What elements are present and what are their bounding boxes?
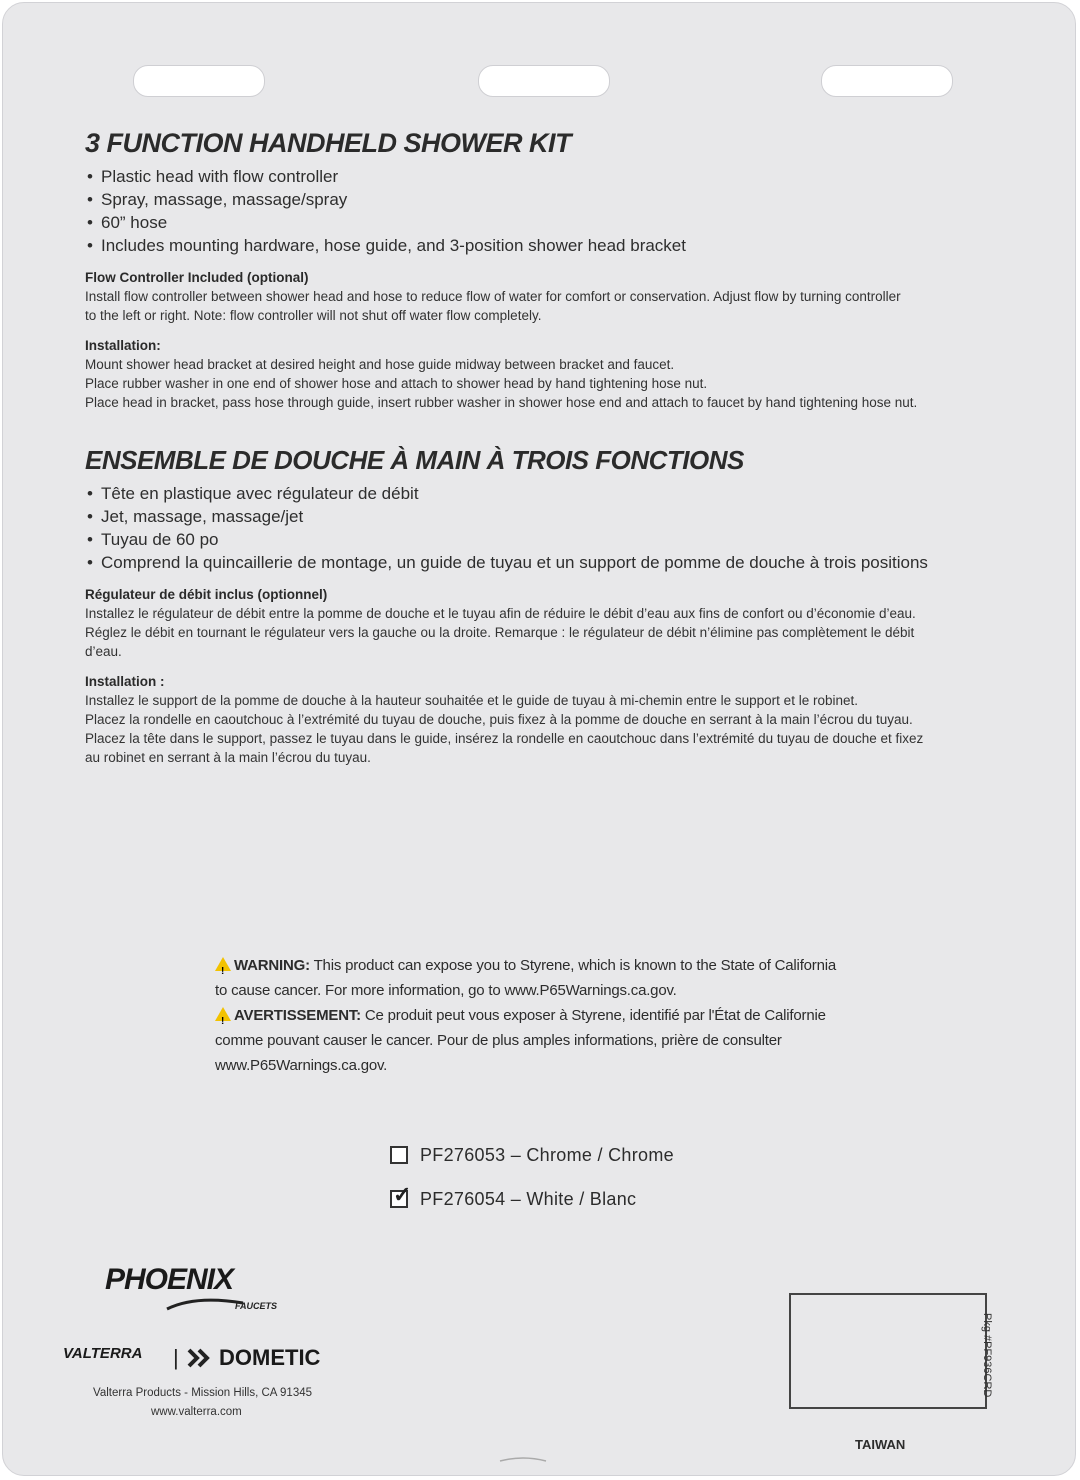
dometic-logo [187,1345,320,1371]
company-address: Valterra Products - Mission Hills, CA 91345 [93,1387,313,1399]
feature-item: • 60” hose [85,211,1005,234]
prop65-warning [215,953,935,1078]
option-label: PF276053 – Chrome / Chrome [420,1144,674,1165]
option-chrome [390,1143,674,1167]
feature-item: • Plastic head with flow controller [85,165,1005,188]
flow-controller-heading: Flow Controller Included (optional) [85,270,309,285]
feature-item: • Comprend la quincaillerie de montage, un guide de tuyau et un support de pomme de douche à trois positions [85,551,1005,574]
flow-controller-text-fr: d’eau. [85,644,122,659]
phoenix-wordmark: PHOENIX [105,1263,234,1296]
warning-triangle-icon [215,1007,231,1021]
feature-item: • Tuyau de 60 po [85,528,1005,551]
country-of-origin: TAIWAN [855,1437,906,1452]
flow-controller-text-fr: Installez le régulateur de débit entre la pomme de douche et le tuyau afin de réduire le débit d’eau aux fins de confort ou d’économie d’eau. [85,606,916,621]
installation-step: Place head in bracket, pass hose through guide, insert rubber washer in shower hose end and attach to faucet by hand tightening hose nut. [85,395,918,410]
installation-step-fr: au robinet en serrant à la main l’écrou du tuyau. [85,750,371,765]
stamp-box [789,1293,987,1409]
avertissement-label: AVERTISSEMENT: [234,1007,361,1024]
bottom-notch-icon [498,1455,548,1465]
instructions [85,125,1005,767]
avertissement-text: Ce produit peut vous exposer à Styrene, identifié par l'État de Californie [360,1007,826,1024]
installation-step-fr: Installez le support de la pomme de douche à la hauteur souhaitée et le guide de tuyau à mi-chemin entre le support et le robinet. [85,693,858,708]
french-features [85,482,1005,574]
feature-item: • Jet, massage, massage/jet [85,505,1005,528]
hang-slot-right [821,65,953,97]
english-section [85,125,1005,412]
flow-controller-text-fr: Réglez le débit en tournant le régulateur vers la gauche ou la droite. Remarque : le régulateur de débit n’élimine pas complètement le débit [85,625,915,640]
package-card [2,2,1076,1476]
english-title: 3 FUNCTION HANDHELD SHOWER KIT [85,128,571,158]
phoenix-subtitle: FAUCETS [235,1301,278,1311]
flow-controller-text-2: to the left or right. Note: flow controller will not shut off water flow completely. [85,308,542,323]
warning-label: WARNING: [234,957,310,974]
option-white [390,1187,674,1211]
installation-heading: Installation: [85,338,161,353]
warning-triangle-icon [215,957,231,971]
warning-fr-line-1 [215,1003,935,1028]
installation-step: Mount shower head bracket at desired height and hose guide midway between bracket and faucet. [85,357,675,372]
warning-text: This product can expose you to Styrene, which is known to the State of California [309,957,837,974]
warning-en-line-2: to cause cancer. For more information, go to www.P65Warnings.ca.gov. [215,982,677,999]
warning-fr-line-2: comme pouvant causer le cancer. Pour de plus amples informations, prière de consulter [215,1032,782,1049]
flow-controller-heading-fr: Régulateur de débit inclus (optionnel) [85,587,328,602]
hang-slot-left [133,65,265,97]
feature-item: • Tête en plastique avec régulateur de débit [85,482,1005,505]
feature-item: • Includes mounting hardware, hose guide, and 3-position shower head bracket [85,234,1005,257]
checkbox-checked [390,1190,408,1208]
installation-step: Place rubber washer in one end of shower hose and attach to shower head by hand tightening hose nut. [85,376,708,391]
swoosh-icon [165,1297,245,1313]
phoenix-logo [105,1263,305,1323]
hang-slot-center [478,65,610,97]
model-options [390,1143,674,1231]
company-website: www.valterra.com [151,1406,242,1418]
logo-divider: | [173,1345,179,1370]
warning-fr-line-3: www.P65Warnings.ca.gov. [215,1057,388,1074]
installation-step-fr: Placez la rondelle en caoutchouc à l’extrémité du tuyau de douche, puis fixez à la pomme de douche en serrant à la main l’écrou du tuyau. [85,712,913,727]
warning-en-line-1 [215,953,935,978]
installation-step-fr: Placez la tête dans le support, passez le tuyau dans le guide, insérez la rondelle en caoutchouc dans l’extrémité du tuyau de douche et fixez [85,731,924,746]
package-code: Pkg #PF936CRD [981,1313,993,1398]
french-section [85,442,1005,767]
feature-item: • Spray, massage, massage/spray [85,188,1005,211]
installation-heading-fr: Installation : [85,674,165,689]
french-title: ENSEMBLE DE DOUCHE À MAIN À TROIS FONCTIONS [85,445,744,475]
dometic-wordmark: DOMETIC [219,1345,321,1370]
checkbox-unchecked [390,1146,408,1164]
english-features [85,165,1005,257]
dometic-chevron-icon [187,1348,213,1368]
option-label: PF276054 – White / Blanc [420,1188,637,1209]
flow-controller-text-1: Install flow controller between shower head and hose to reduce flow of water for comfort or conservation. Adjust flow by turning controller [85,289,901,304]
valterra-logo: VALTERRA [63,1345,143,1362]
